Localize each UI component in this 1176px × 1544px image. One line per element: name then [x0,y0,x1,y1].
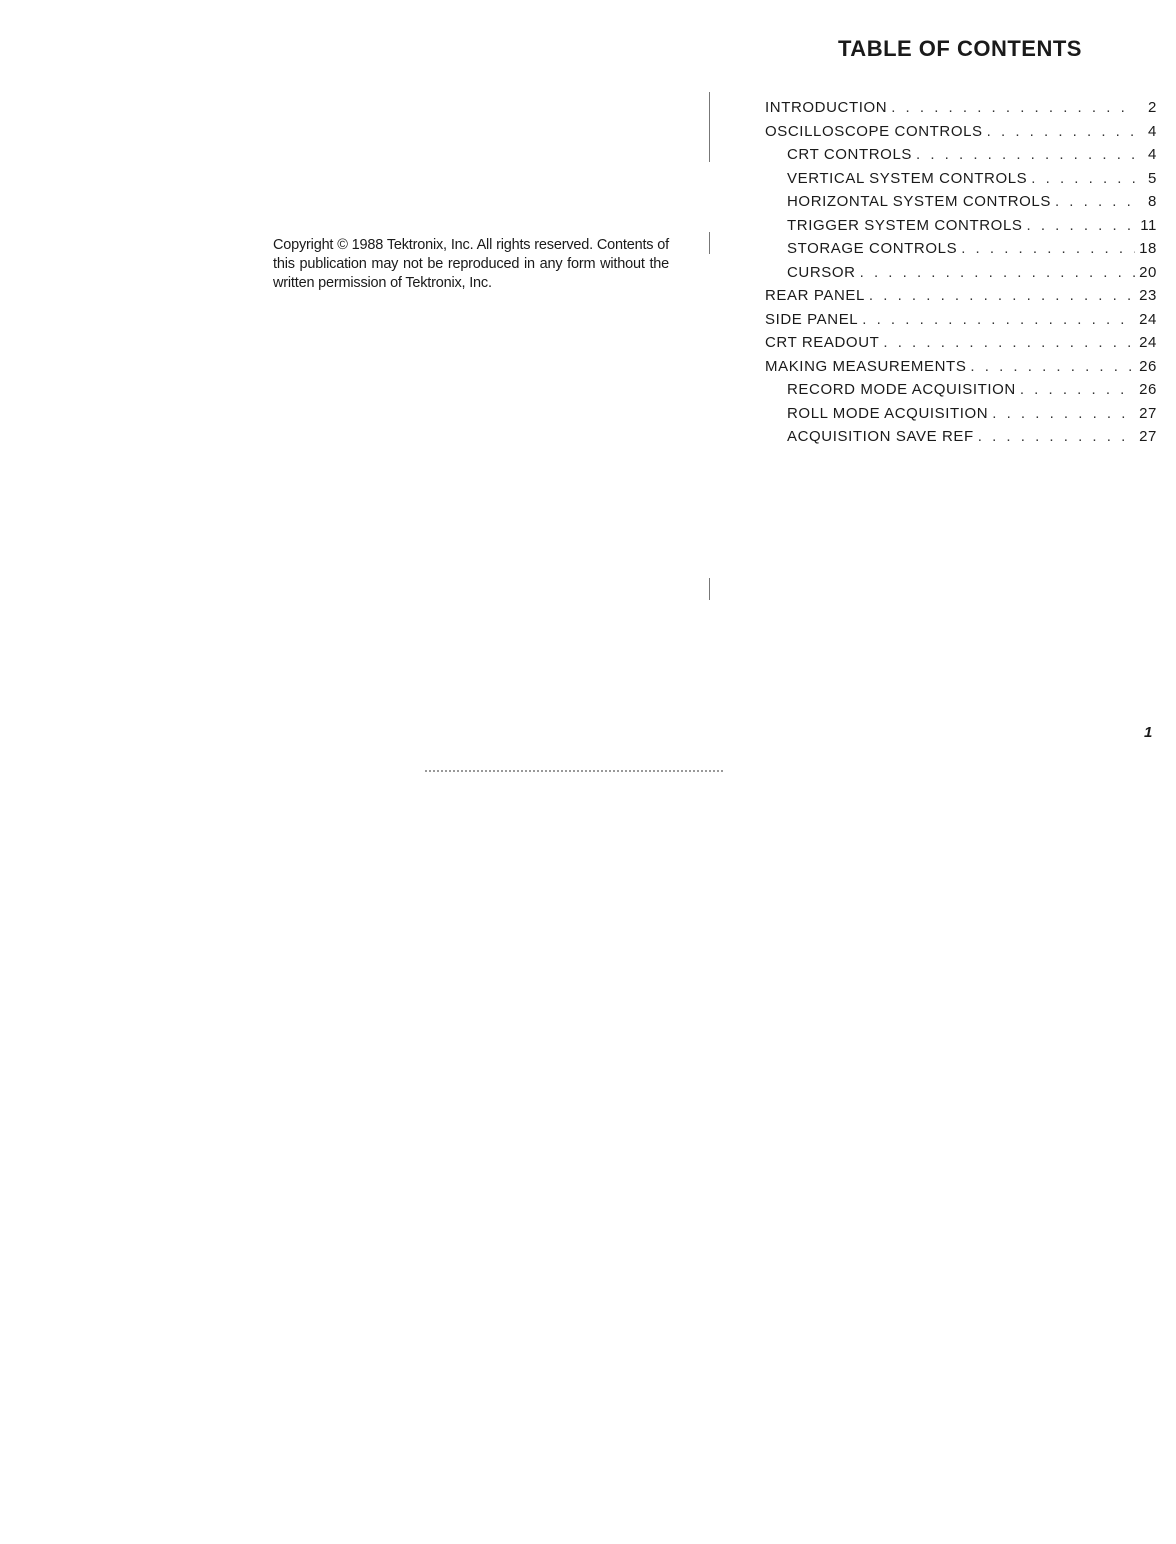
toc-entry-label: MAKING MEASUREMENTS [765,357,967,375]
toc-entry-page: 2 [1148,99,1157,116]
binding-mark [709,92,710,162]
toc-entry [765,334,1157,358]
toc-entry-page: 26 [1139,381,1157,398]
toc-entry-label: HORIZONTAL SYSTEM CONTROLS [787,193,1051,210]
toc-entry-page: 24 [1139,334,1157,351]
toc-entry-page: 18 [1139,240,1157,257]
toc-leader-dots [970,358,1135,375]
toc-entry-label: SIDE PANEL [765,310,859,328]
toc-entry-label: RECORD MODE ACQUISITION [787,381,1016,398]
toc-leader-dots [862,311,1135,328]
toc-entry-page: 8 [1148,193,1157,210]
toc-leader-dots [916,146,1135,163]
toc-entry-label: CRT CONTROLS [787,146,912,163]
toc-entry-page: 26 [1139,357,1157,375]
toc-entry [765,287,1157,311]
toc-entry [765,358,1157,382]
toc-entry [765,146,1157,170]
toc-leader-dots [961,240,1135,257]
toc-entry [765,193,1157,217]
toc-entry-page: 4 [1148,146,1157,163]
toc-entry [765,311,1157,335]
toc-entry [765,123,1157,147]
toc-entry [765,381,1157,405]
toc-entry-page: 4 [1148,122,1157,140]
binding-mark [709,232,710,254]
toc-entry-label: REAR PANEL [765,287,865,304]
toc-entry-page: 27 [1139,404,1157,422]
toc-entry-page: 5 [1148,169,1157,187]
toc-entry-page: 23 [1139,287,1157,304]
toc-entry [765,428,1157,452]
toc-leader-dots [891,99,1135,116]
toc-entry-label: OSCILLOSCOPE CONTROLS [765,122,983,140]
page-number: 1 [1144,724,1153,741]
toc-entry [765,240,1157,264]
toc-leader-dots [1020,381,1135,398]
toc-entry [765,99,1157,123]
copyright-notice: Copyright © 1988 Tektronix, Inc. All rights reserved. Contents of this publication may not be reproduced in any form without the written permission of Tektronix, Inc. [273,236,669,291]
scan-artifact-line [425,770,725,772]
toc-entry-label: ACQUISITION SAVE REF [787,428,974,445]
toc-entry-label: VERTICAL SYSTEM CONTROLS [787,169,1028,187]
binding-mark [709,578,710,600]
toc-leader-dots [883,334,1135,351]
toc-entry-page: 24 [1139,310,1157,328]
toc-entry-page: 20 [1139,263,1157,281]
toc-list [765,99,1157,452]
toc-leader-dots [1027,217,1136,234]
toc-title: TABLE OF CONTENTS [838,36,1082,61]
toc-entry-label: CRT READOUT [765,334,880,351]
toc-leader-dots [869,287,1135,304]
toc-entry-label: CURSOR [787,263,856,281]
toc-leader-dots [860,264,1135,281]
toc-leader-dots [978,428,1135,445]
toc-entry [765,405,1157,429]
toc-entry-page: 11 [1140,216,1157,234]
toc-entry-label: TRIGGER SYSTEM CONTROLS [787,216,1023,234]
toc-entry [765,170,1157,194]
toc-leader-dots [1055,193,1135,210]
toc-entry-label: INTRODUCTION [765,99,888,116]
toc-leader-dots [992,405,1135,422]
toc-leader-dots [1031,170,1135,187]
toc-entry-label: STORAGE CONTROLS [787,240,958,257]
toc-entry [765,217,1157,241]
toc-entry-label: ROLL MODE ACQUISITION [787,404,989,422]
toc-leader-dots [987,123,1135,140]
toc-entry [765,264,1157,288]
toc-entry-page: 27 [1139,428,1157,445]
